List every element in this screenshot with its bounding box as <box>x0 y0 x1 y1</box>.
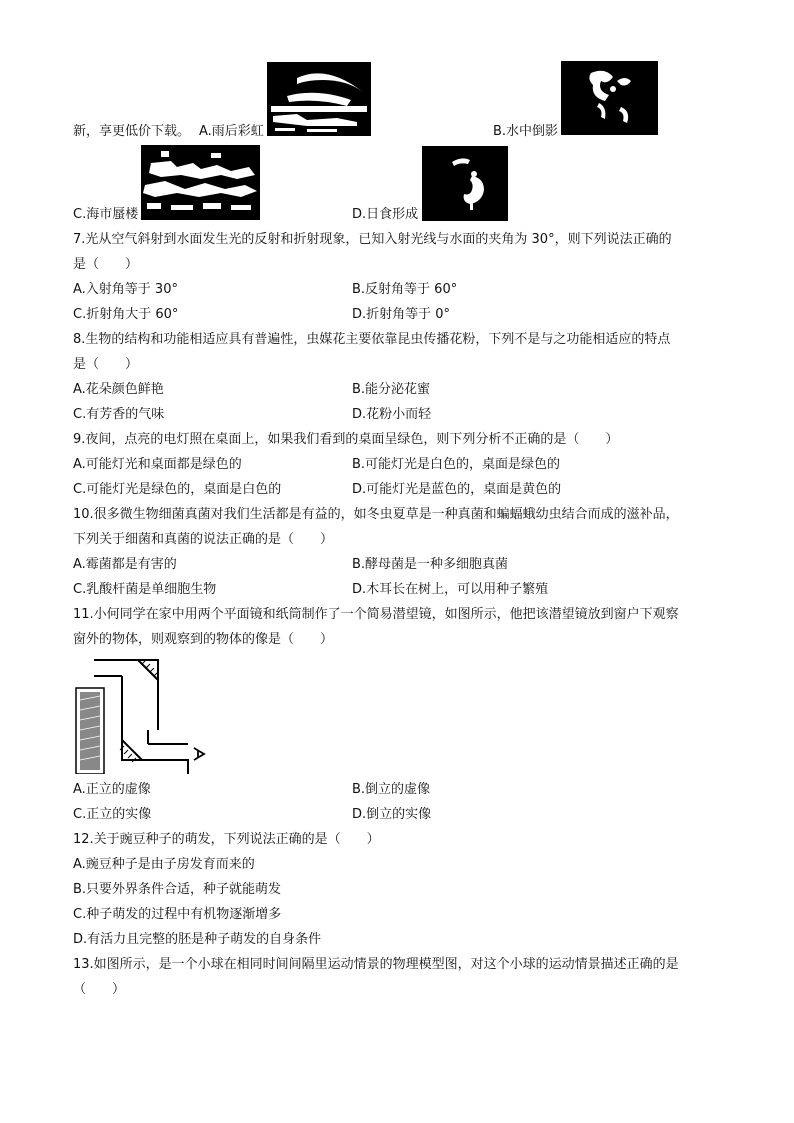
q12-stem-line1: 12.关于豌豆种子的萌发，下列说法正确的是（ ） <box>73 832 380 847</box>
q9-stem-line1: 9.夜间，点亮的电灯照在桌面上，如果我们看到的桌面呈绿色，则下列分析不正确的是（ ） <box>73 432 619 447</box>
reflection-image <box>561 61 658 135</box>
q6-lead-text: 新，享更低价下载。 <box>73 124 191 139</box>
rainbow-image <box>267 62 371 136</box>
q12-option-c: C.种子萌发的过程中有机物逐渐增多 <box>73 907 282 922</box>
q6-option-c: C.海市蜃楼 <box>73 207 139 222</box>
q8-option-b: B.能分泌花蜜 <box>352 382 431 397</box>
eclipse-image <box>422 146 508 221</box>
q7-option-a: A.入射角等于 30° <box>73 282 178 297</box>
q10-option-a: A.霉菌都是有害的 <box>73 557 177 572</box>
q6-option-b: B.水中倒影 <box>493 124 559 139</box>
q11-option-d: D.倒立的实像 <box>352 807 432 822</box>
q9-option-b: B.可能灯光是白色的，桌面是绿色的 <box>352 457 561 472</box>
q9-option-d: D.可能灯光是蓝色的，桌面是黄色的 <box>352 482 562 497</box>
q8-option-d: D.花粉小而轻 <box>352 407 432 422</box>
q8-option-c: C.有芳香的气味 <box>73 407 165 422</box>
q11-option-b: B.倒立的虚像 <box>352 782 431 797</box>
q9-option-c: C.可能灯光是绿色的，桌面是白色的 <box>73 482 282 497</box>
q8-stem-line2: 是（ ） <box>73 357 139 372</box>
q6-option-d: D.日食形成 <box>352 207 419 222</box>
q11-stem-line1: 11.小何同学在家中用两个平面镜和纸筒制作了一个简易潜望镜，如图所示，他把该潜望镜放到窗户下观察 <box>73 607 679 622</box>
q8-stem-line1: 8.生物的结构和功能相适应具有普遍性，虫媒花主要依靠昆虫传播花粉，下列不是与之功能相适应的特点 <box>73 332 671 347</box>
q10-stem-line2: 下列关于细菌和真菌的说法正确的是（ ） <box>73 532 334 547</box>
q7-stem-line2: 是（ ） <box>73 257 139 272</box>
mirage-image <box>141 145 260 220</box>
periscope-diagram <box>72 656 212 774</box>
q12-option-b: B.只要外界条件合适，种子就能萌发 <box>73 882 282 897</box>
q12-option-d: D.有活力且完整的胚是种子萌发的自身条件 <box>73 932 322 947</box>
q10-option-b: B.酵母菌是一种多细胞真菌 <box>352 557 509 572</box>
q10-option-c: C.乳酸杆菌是单细胞生物 <box>73 582 217 597</box>
q7-stem-line1: 7.光从空气斜射到水面发生光的反射和折射现象，已知入射光线与水面的夹角为 30°，则下列说法正确的 <box>73 232 672 247</box>
q10-option-d: D.木耳长在树上，可以用种子繁殖 <box>352 582 549 597</box>
q13-stem-line1: 13.如图所示，是一个小球在相同时间间隔里运动情景的物理模型图，对这个小球的运动情景描述正确的是 <box>73 957 679 972</box>
q13-stem-line2: （ ） <box>73 982 126 997</box>
q9-option-a: A.可能灯光和桌面都是绿色的 <box>73 457 242 472</box>
q7-option-b: B.反射角等于 60° <box>352 282 458 297</box>
q11-option-a: A.正立的虚像 <box>73 782 151 797</box>
q6-option-a: A.雨后彩虹 <box>199 124 264 139</box>
q11-option-c: C.正立的实像 <box>73 807 152 822</box>
q10-stem-line1: 10.很多微生物细菌真菌对我们生活都是有益的，如冬虫夏草是一种真菌和蝙蝠蛾幼虫结合而成的滋补品， <box>73 507 679 522</box>
q8-option-a: A.花朵颜色鲜艳 <box>73 382 164 397</box>
q12-option-a: A.豌豆种子是由子房发育而来的 <box>73 857 255 872</box>
q7-option-c: C.折射角大于 60° <box>73 307 179 322</box>
q7-option-d: D.折射角等于 0° <box>352 307 451 322</box>
q11-stem-line2: 窗外的物体，则观察到的物体的像是（ ） <box>73 632 334 647</box>
